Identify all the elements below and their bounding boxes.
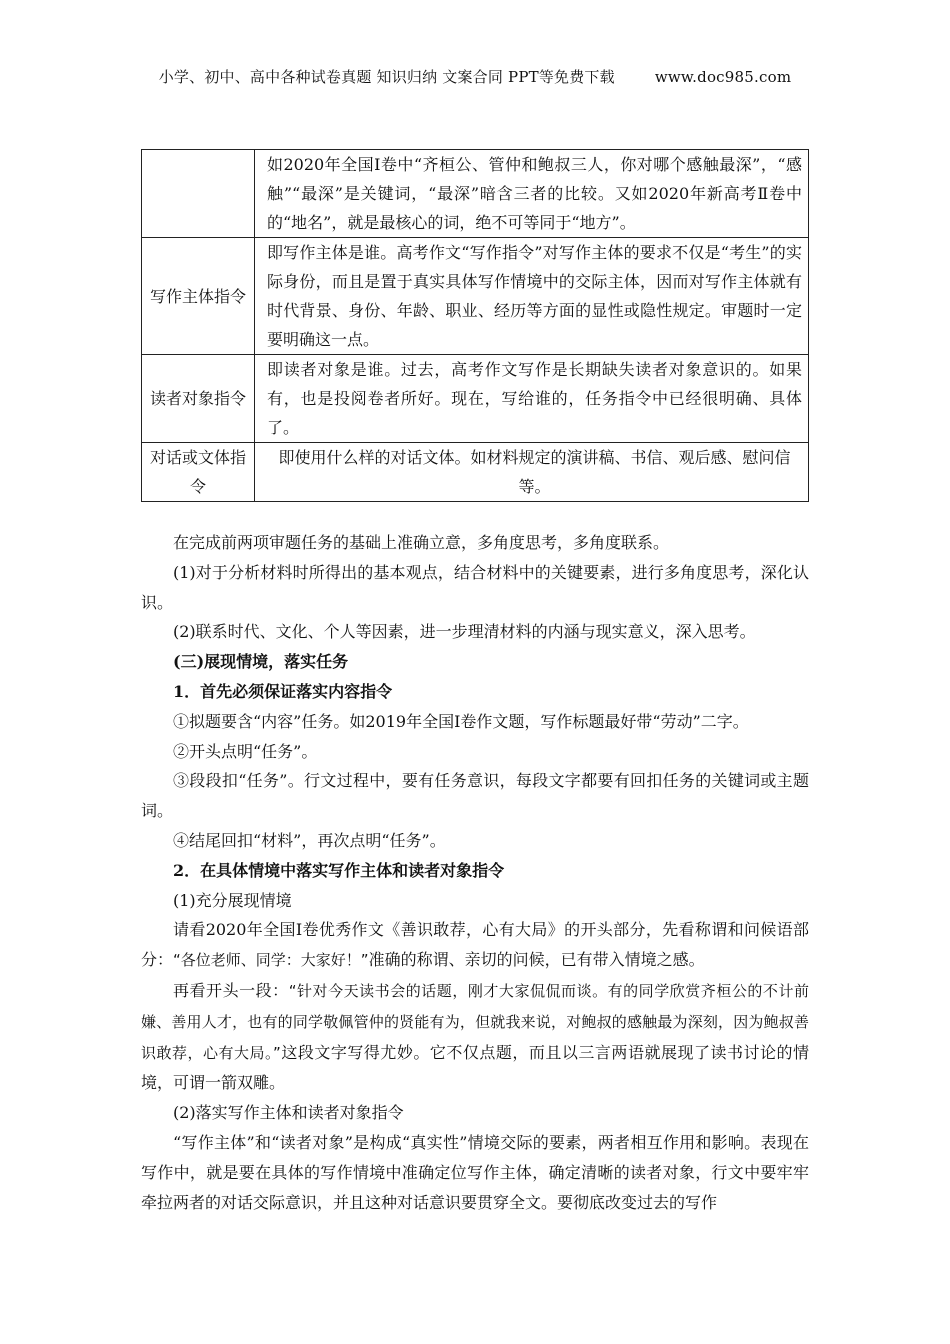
paragraph: (2)落实写作主体和读者对象指令 [173, 1103, 404, 1123]
paragraph: (1)充分展现情境 [173, 890, 292, 910]
table-row [142, 443, 809, 502]
paragraph-text: 请看2020年全国Ⅰ卷优秀作文《善识敢荐，心有大局》的开头部分，先看称谓和问候语部分： [141, 920, 809, 970]
paragraph: ②开头点明“任务”。 [173, 741, 318, 761]
table-row [142, 150, 809, 238]
quote-text: “各位老师、同学：大家好！” [173, 951, 369, 970]
row-content: 即使用什么样的对话文体。如材料规定的演讲稿、书信、观后感、慰问信等。 [255, 443, 809, 502]
paragraph-text: 准确的称谓、亲切的问候，已有带入情境之感。 [368, 950, 705, 970]
paragraph: (2)联系时代、文化、个人等因素，进一步理清材料的内涵与现实意义，深入思考。 [173, 622, 756, 642]
instruction-table [141, 149, 809, 502]
paragraph [141, 915, 809, 976]
paragraph: ①拟题要含“内容”任务。如2019年全国Ⅰ卷作文题，写作标题最好带“劳动”二字。 [173, 711, 749, 731]
section-heading: (三)展现情境，落实任务 [173, 652, 349, 672]
row-content: 即读者对象是谁。过去，高考作文写作是长期缺失读者对象意识的。如果有，也是投阅卷者所好。现在，写给谁的，任务指令中已经很明确、具体了。 [255, 355, 809, 443]
paragraph: ④结尾回扣“材料”，再次点明“任务”。 [173, 830, 446, 850]
quote-text: “针对今天读书会的话题，刚才大家侃侃而谈。有的同学欣赏齐桓公的不计前嫌、善用人才，也有的同学敬佩管仲的贤能有为，但就我来说，对鲍叔的感触最为深刻，因为鲍叔善识敢荐，心有大局。” [141, 981, 809, 1062]
paragraph [141, 976, 809, 1098]
page-header [0, 66, 950, 87]
row-label [142, 150, 255, 238]
paragraph: 在完成前两项审题任务的基础上准确立意，多角度思考，多角度联系。 [173, 533, 670, 552]
header-text: 小学、初中、高中各种试卷真题 知识归纳 文案合同 PPT等免费下载 [158, 68, 615, 86]
header-site-link[interactable]: www.doc985.com [654, 68, 792, 86]
paragraph: ③段段扣“任务”。行文过程中，要有任务意识，每段文字都要有回扣任务的关键词或主题词。 [141, 771, 809, 821]
subsection-heading: 1．首先必须保证落实内容指令 [173, 681, 393, 701]
subsection-heading: 2．在具体情境中落实写作主体和读者对象指令 [173, 860, 505, 880]
row-label: 写作主体指令 [142, 238, 255, 355]
table-row [142, 355, 809, 443]
row-label: 对话或文体指令 [142, 443, 255, 502]
paragraph: (1)对于分析材料时所得出的基本观点，结合材料中的关键要素，进行多角度思考，深化认识。 [141, 562, 809, 612]
paragraph-text: 这段文字写得尤妙。它不仅点题，而且以三言两语就展现了读书讨论的情境，可谓一箭双雕。 [141, 1042, 809, 1093]
paragraph-text: 再看开头一段： [173, 980, 289, 1000]
row-content: 即写作主体是谁。高考作文“写作指令”对写作主体的要求不仅是“考生”的实际身份，而且是置于真实具体写作情境中的交际主体，因而对写作主体就有时代背景、身份、年龄、职业、经历等方面的显性或隐性规定。审题时一定要明确这一点。 [255, 238, 809, 355]
row-label: 读者对象指令 [142, 355, 255, 443]
body-text [141, 528, 809, 1217]
row-content: 如2020年全国Ⅰ卷中“齐桓公、管仲和鲍叔三人，你对哪个感触最深”，“感触”“最深”是关键词，“最深”暗含三者的比较。又如2020年新高考Ⅱ卷中的“地名”，就是最核心的词，绝不可等同于“地方”。 [255, 150, 809, 238]
paragraph: “写作主体”和“读者对象”是构成“真实性”情境交际的要素，两者相互作用和影响。表现在写作中，就是要在具体的写作情境中准确定位写作主体，确定清晰的读者对象，行文中要牢牢牵拉两者的对话交际意识，并且这种对话意识要贯穿全文。要彻底改变过去的写作 [141, 1132, 809, 1212]
table-row [142, 238, 809, 355]
